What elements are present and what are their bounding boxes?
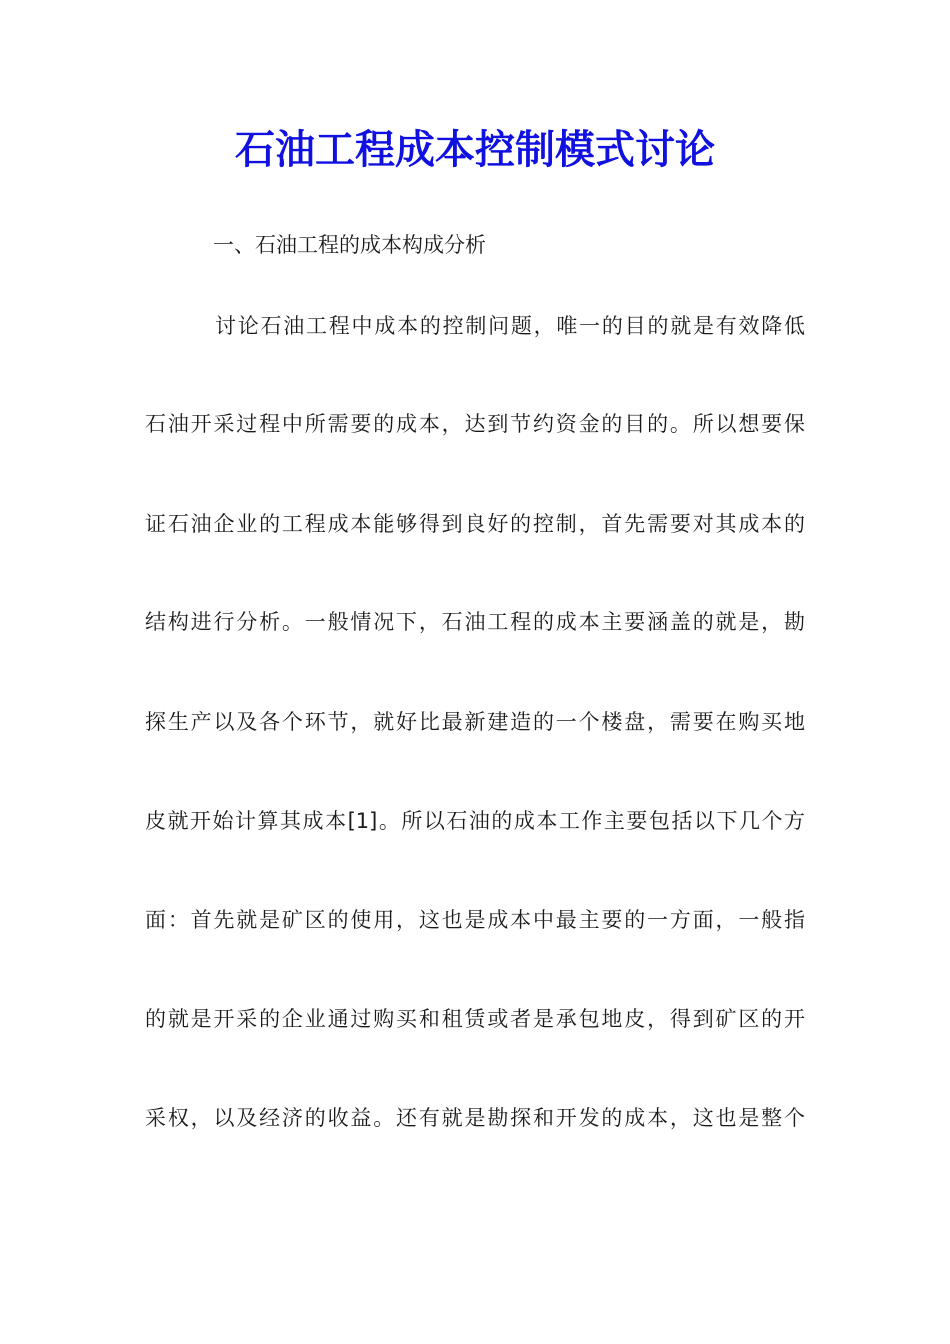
section-heading: 一、石油工程的成本构成分析: [213, 233, 486, 257]
paragraph-line: 的就是开采的企业通过购买和租赁或者是承包地皮，得到矿区的开: [145, 1007, 805, 1031]
paragraph-line: 面：首先就是矿区的使用，这也是成本中最主要的一方面，一般指: [145, 908, 805, 932]
paragraph-line: 探生产以及各个环节，就好比最新建造的一个楼盘，需要在购买地: [145, 710, 805, 734]
paragraph-line: 结构进行分析。一般情况下，石油工程的成本主要涵盖的就是，勘: [145, 610, 805, 634]
paragraph-line: 证石油企业的工程成本能够得到良好的控制，首先需要对其成本的: [145, 512, 805, 536]
paragraph-line: 讨论石油工程中成本的控制问题，唯一的目的就是有效降低: [215, 314, 805, 338]
document-title: 石油工程成本控制模式讨论: [235, 126, 715, 173]
paragraph-line: 石油开采过程中所需要的成本，达到节约资金的目的。所以想要保: [145, 412, 805, 436]
paragraph-line: 皮就开始计算其成本[1]。所以石油的成本工作主要包括以下几个方: [145, 809, 805, 833]
paragraph-line: 采权，以及经济的收益。还有就是勘探和开发的成本，这也是整个: [145, 1106, 805, 1130]
